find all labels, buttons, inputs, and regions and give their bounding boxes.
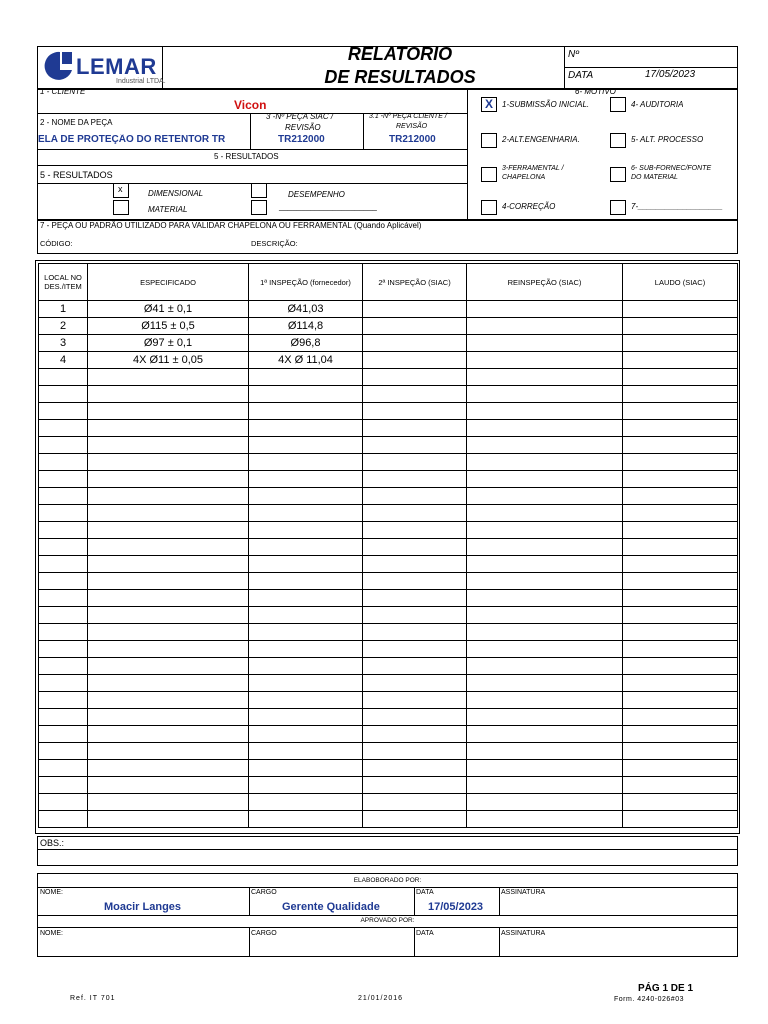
cell-reinspecao — [467, 488, 623, 505]
cell-local — [39, 369, 88, 386]
cell-especificado — [88, 726, 249, 743]
cell-especificado: Ø115 ± 0,5 — [88, 318, 249, 335]
cell-especificado — [88, 403, 249, 420]
cell-local — [39, 556, 88, 573]
cell-especificado — [88, 777, 249, 794]
cell-2a-inspecao — [363, 743, 467, 760]
lemar-logo-icon — [40, 50, 74, 80]
cell-reinspecao — [467, 794, 623, 811]
cell-local — [39, 539, 88, 556]
cell-local — [39, 522, 88, 539]
motivo-label-subfornec-1: 6- SUB-FORNEC/FONTE — [631, 165, 712, 172]
motivo-label-correcao: 4-CORREÇÃO — [502, 202, 556, 211]
cell-2a-inspecao — [363, 624, 467, 641]
cell-laudo — [623, 726, 738, 743]
cell-local — [39, 590, 88, 607]
header-especificado: ESPECIFICADO — [88, 264, 249, 301]
table-row-empty — [39, 692, 738, 709]
cell-local — [39, 488, 88, 505]
numero-label: Nº — [568, 49, 579, 60]
cell-local — [39, 420, 88, 437]
cell-laudo — [623, 743, 738, 760]
dimensional-label: DIMENSIONAL — [148, 189, 204, 198]
table-row-empty — [39, 794, 738, 811]
cell-1a-inspecao — [249, 590, 363, 607]
cell-especificado — [88, 794, 249, 811]
cell-local — [39, 658, 88, 675]
cell-2a-inspecao — [363, 386, 467, 403]
cell-laudo — [623, 675, 738, 692]
desempenho-checkbox[interactable] — [251, 183, 267, 198]
cell-laudo — [623, 811, 738, 828]
table-header-row — [39, 264, 738, 301]
motivo-label-auditoria: 4- AUDITORIA — [631, 100, 684, 109]
cell-1a-inspecao — [249, 505, 363, 522]
cell-especificado — [88, 675, 249, 692]
cell-2a-inspecao — [363, 760, 467, 777]
cell-reinspecao — [467, 471, 623, 488]
cell-1a-inspecao — [249, 692, 363, 709]
cell-1a-inspecao — [249, 386, 363, 403]
outro-resultado-line: ______________________ — [279, 202, 377, 211]
outro-resultado-checkbox[interactable] — [251, 200, 267, 215]
nome-peca-label: 2 - NOME DA PEÇA — [40, 118, 113, 127]
cell-especificado: 4X Ø11 ± 0,05 — [88, 352, 249, 369]
cell-1a-inspecao — [249, 522, 363, 539]
footer-form: Form. 4240-026#03 — [614, 996, 684, 1003]
table-row — [39, 318, 738, 335]
cell-laudo — [623, 454, 738, 471]
cliente-label: 1 - CLIENTE — [40, 87, 86, 96]
cell-1a-inspecao — [249, 539, 363, 556]
cell-reinspecao — [467, 420, 623, 437]
cell-1a-inspecao: Ø96,8 — [249, 335, 363, 352]
table-row-empty — [39, 522, 738, 539]
cell-laudo — [623, 318, 738, 335]
cell-laudo — [623, 522, 738, 539]
table-row-empty — [39, 607, 738, 624]
cell-laudo — [623, 590, 738, 607]
motivo-checkbox-correcao[interactable] — [481, 200, 497, 215]
table-row-empty — [39, 641, 738, 658]
cell-especificado — [88, 641, 249, 658]
cell-2a-inspecao — [363, 777, 467, 794]
cell-2a-inspecao — [363, 437, 467, 454]
cell-2a-inspecao — [363, 522, 467, 539]
title-line-1: RELATORIO — [347, 44, 453, 64]
cell-especificado — [88, 386, 249, 403]
cell-laudo — [623, 624, 738, 641]
cell-2a-inspecao — [363, 335, 467, 352]
cell-reinspecao — [467, 505, 623, 522]
cell-laudo — [623, 471, 738, 488]
cell-local — [39, 624, 88, 641]
cell-1a-inspecao — [249, 607, 363, 624]
cell-2a-inspecao — [363, 505, 467, 522]
cell-local — [39, 607, 88, 624]
title-line-2: DE RESULTADOS — [324, 67, 476, 87]
cell-reinspecao — [467, 811, 623, 828]
cell-local — [39, 386, 88, 403]
cell-laudo — [623, 641, 738, 658]
cell-laudo — [623, 301, 738, 318]
motivo-checkbox-processo[interactable] — [610, 133, 626, 148]
cell-local — [39, 641, 88, 658]
cell-local: 1 — [39, 301, 88, 318]
cell-1a-inspecao — [249, 811, 363, 828]
cell-reinspecao — [467, 658, 623, 675]
cell-especificado — [88, 556, 249, 573]
cell-reinspecao — [467, 522, 623, 539]
table-row-empty — [39, 369, 738, 386]
table-row-empty — [39, 590, 738, 607]
cell-local — [39, 760, 88, 777]
cell-especificado — [88, 709, 249, 726]
motivo-label-outro: 7-___________________ — [631, 202, 723, 211]
table-row-empty — [39, 777, 738, 794]
motivo-label-ferramental-2: CHAPELONA — [502, 174, 546, 181]
cell-1a-inspecao — [249, 488, 363, 505]
cell-2a-inspecao — [363, 454, 467, 471]
cell-1a-inspecao — [249, 709, 363, 726]
cell-1a-inspecao — [249, 454, 363, 471]
cell-especificado: Ø41 ± 0,1 — [88, 301, 249, 318]
cell-reinspecao — [467, 743, 623, 760]
cell-reinspecao — [467, 318, 623, 335]
cell-2a-inspecao — [363, 794, 467, 811]
cell-reinspecao — [467, 539, 623, 556]
table-row — [39, 335, 738, 352]
motivo-label-subfornec-2: DO MATERIAL — [631, 174, 678, 181]
cell-local: 4 — [39, 352, 88, 369]
table-row-empty — [39, 556, 738, 573]
cell-2a-inspecao — [363, 658, 467, 675]
cell-reinspecao — [467, 777, 623, 794]
cell-2a-inspecao — [363, 488, 467, 505]
cell-2a-inspecao — [363, 726, 467, 743]
table-row-empty — [39, 505, 738, 522]
siac-value: TR212000 — [278, 134, 325, 145]
cell-1a-inspecao — [249, 760, 363, 777]
cell-1a-inspecao — [249, 437, 363, 454]
cell-local — [39, 454, 88, 471]
cell-1a-inspecao — [249, 420, 363, 437]
table-row-empty — [39, 675, 738, 692]
logo-subtitle: Industrial LTDA. — [116, 78, 166, 85]
table-row-empty — [39, 386, 738, 403]
cell-reinspecao — [467, 607, 623, 624]
descricao-label: DESCRIÇÃO: — [251, 239, 298, 248]
cell-1a-inspecao — [249, 624, 363, 641]
aprovado-cargo-label: CARGO — [251, 930, 277, 937]
aprovado-title: APROVADO POR: — [360, 917, 415, 924]
cliente-value: Vicon — [234, 98, 267, 112]
resultados-label: 5 - RESULTADOS — [40, 170, 113, 180]
cell-1a-inspecao — [249, 573, 363, 590]
table-row-empty — [39, 454, 738, 471]
cell-especificado — [88, 590, 249, 607]
motivo-label-engenharia: 2-ALT.ENGENHARIA. — [502, 135, 580, 144]
cell-laudo — [623, 794, 738, 811]
motivo-checkbox-auditoria[interactable] — [610, 97, 626, 112]
cell-especificado — [88, 471, 249, 488]
cell-local — [39, 403, 88, 420]
cell-especificado — [88, 692, 249, 709]
cell-reinspecao — [467, 692, 623, 709]
cell-2a-inspecao — [363, 692, 467, 709]
cell-1a-inspecao: Ø41,03 — [249, 301, 363, 318]
elaborado-assinatura-label: ASSINATURA — [501, 889, 546, 896]
elaborado-cargo: Gerente Qualidade — [282, 901, 380, 913]
elaborado-nome: Moacir Langes — [104, 901, 182, 913]
header-local: LOCAL NO DES./ITEM — [39, 264, 88, 301]
obs-label: OBS.: — [40, 838, 65, 848]
cell-2a-inspecao — [363, 607, 467, 624]
cell-2a-inspecao — [363, 556, 467, 573]
cell-especificado — [88, 488, 249, 505]
cliente-peca-label-2: REVISÃO — [396, 123, 428, 130]
cell-laudo — [623, 352, 738, 369]
cell-local — [39, 777, 88, 794]
page-number: PÁG 1 DE 1 — [638, 983, 694, 994]
cell-1a-inspecao — [249, 777, 363, 794]
cell-2a-inspecao — [363, 301, 467, 318]
cell-reinspecao — [467, 454, 623, 471]
cell-2a-inspecao — [363, 403, 467, 420]
motivo-label-submissao: 1-SUBMISSÃO INICIAL. — [502, 100, 590, 109]
codigo-label: CÓDIGO: — [40, 239, 73, 248]
cell-local — [39, 726, 88, 743]
cell-1a-inspecao — [249, 556, 363, 573]
cell-reinspecao — [467, 352, 623, 369]
cell-reinspecao — [467, 709, 623, 726]
cell-especificado — [88, 505, 249, 522]
cell-reinspecao — [467, 726, 623, 743]
cell-laudo — [623, 505, 738, 522]
cell-reinspecao — [467, 675, 623, 692]
cell-laudo — [623, 692, 738, 709]
cell-local: 3 — [39, 335, 88, 352]
dimensional-mark: x — [118, 184, 123, 194]
cell-local — [39, 811, 88, 828]
motivo-label-processo: 5- ALT. PROCESSO — [631, 135, 704, 144]
header-laudo: LAUDO (SIAC) — [623, 264, 738, 301]
cell-local — [39, 794, 88, 811]
cell-2a-inspecao — [363, 369, 467, 386]
table-row-empty — [39, 573, 738, 590]
elaborado-nome-label: NOME: — [40, 889, 63, 896]
cell-2a-inspecao — [363, 709, 467, 726]
cell-local — [39, 437, 88, 454]
table-row-empty — [39, 420, 738, 437]
table-row-empty — [39, 624, 738, 641]
cell-reinspecao — [467, 437, 623, 454]
cell-reinspecao — [467, 760, 623, 777]
cell-laudo — [623, 777, 738, 794]
footer-date: 21/01/2016 — [358, 995, 404, 1002]
motivo-checkbox-engenharia[interactable] — [481, 133, 497, 148]
elaborado-data-label: DATA — [416, 889, 434, 896]
cell-1a-inspecao: 4X Ø 11,04 — [249, 352, 363, 369]
cell-laudo — [623, 386, 738, 403]
data-label: DATA — [568, 70, 594, 81]
cell-laudo — [623, 403, 738, 420]
cell-1a-inspecao — [249, 658, 363, 675]
cell-especificado — [88, 607, 249, 624]
motivo-mark-submissao: X — [485, 97, 494, 111]
data-value: 17/05/2023 — [645, 69, 696, 80]
cell-especificado — [88, 369, 249, 386]
cell-local — [39, 675, 88, 692]
cell-1a-inspecao — [249, 743, 363, 760]
cell-reinspecao — [467, 573, 623, 590]
resultados-section-title: 5 - RESULTADOS — [214, 152, 279, 161]
cell-laudo — [623, 420, 738, 437]
cell-1a-inspecao — [249, 471, 363, 488]
cell-especificado — [88, 811, 249, 828]
table-row-empty — [39, 539, 738, 556]
motivo-checkbox-ferramental[interactable] — [481, 167, 497, 182]
results-table — [38, 263, 738, 828]
table-row-empty — [39, 743, 738, 760]
cell-2a-inspecao — [363, 539, 467, 556]
cell-local — [39, 709, 88, 726]
cell-2a-inspecao — [363, 811, 467, 828]
cell-laudo — [623, 488, 738, 505]
aprovado-data-label: DATA — [416, 930, 434, 937]
cell-especificado — [88, 420, 249, 437]
table-row-empty — [39, 658, 738, 675]
cell-laudo — [623, 539, 738, 556]
cell-reinspecao — [467, 624, 623, 641]
cell-laudo — [623, 709, 738, 726]
cell-laudo — [623, 556, 738, 573]
cell-reinspecao — [467, 641, 623, 658]
cell-local — [39, 471, 88, 488]
obs-frame — [37, 836, 738, 866]
cell-especificado — [88, 624, 249, 641]
cell-2a-inspecao — [363, 352, 467, 369]
cliente-peca-label-1: 3.1 -Nº PEÇA CLIENTE / — [369, 113, 447, 120]
cell-especificado — [88, 760, 249, 777]
material-checkbox[interactable] — [113, 200, 129, 215]
elaborado-title: ELABOBORADO POR: — [353, 877, 422, 884]
cell-laudo — [623, 573, 738, 590]
padrao-label: 7 - PEÇA OU PADRÃO UTILIZADO PARA VALIDAR CHAPELONA OU FERRAMENTAL (Quando Aplicável) — [40, 221, 422, 230]
cell-2a-inspecao — [363, 573, 467, 590]
cell-laudo — [623, 335, 738, 352]
cliente-peca-value: TR212000 — [389, 134, 436, 145]
table-row-empty — [39, 760, 738, 777]
material-label: MATERIAL — [148, 205, 188, 214]
cell-reinspecao — [467, 556, 623, 573]
cell-2a-inspecao — [363, 641, 467, 658]
cell-2a-inspecao — [363, 590, 467, 607]
cell-especificado — [88, 522, 249, 539]
table-row-empty — [39, 726, 738, 743]
cell-2a-inspecao — [363, 675, 467, 692]
cell-laudo — [623, 658, 738, 675]
footer-ref: Ref. IT 701 — [70, 995, 116, 1002]
elaborado-data: 17/05/2023 — [428, 901, 484, 913]
table-row-empty — [39, 488, 738, 505]
cell-especificado — [88, 454, 249, 471]
table-row-empty — [39, 811, 738, 828]
table-row — [39, 301, 738, 318]
cell-2a-inspecao — [363, 318, 467, 335]
cell-2a-inspecao — [363, 420, 467, 437]
nome-peca-value: ELA DE PROTEÇÃO DO RETENTOR TR — [38, 134, 226, 145]
cell-especificado — [88, 658, 249, 675]
cell-local — [39, 573, 88, 590]
cell-especificado — [88, 573, 249, 590]
table-row-empty — [39, 437, 738, 454]
motivo-checkbox-outro[interactable] — [610, 200, 626, 215]
cell-especificado: Ø97 ± 0,1 — [88, 335, 249, 352]
table-row — [39, 352, 738, 369]
header-1a-inspecao: 1ª INSPEÇÃO (fornecedor) — [249, 264, 363, 301]
cell-2a-inspecao — [363, 471, 467, 488]
cell-local: 2 — [39, 318, 88, 335]
cell-laudo — [623, 369, 738, 386]
siac-label-2: REVISÃO — [285, 123, 321, 132]
table-row-empty — [39, 403, 738, 420]
motivo-label-ferramental-1: 3-FERRAMENTAL / — [502, 165, 564, 172]
cell-laudo — [623, 437, 738, 454]
aprovado-assinatura-label: ASSINATURA — [501, 930, 546, 937]
logo-text: LEMAR — [76, 54, 157, 79]
cell-reinspecao — [467, 386, 623, 403]
cell-reinspecao — [467, 301, 623, 318]
cell-especificado — [88, 743, 249, 760]
dimensional-checkbox[interactable] — [113, 183, 129, 198]
siac-label-1: 3 -Nº PEÇA SIAC / — [266, 112, 334, 121]
cell-1a-inspecao — [249, 726, 363, 743]
motivo-checkbox-submissao[interactable] — [481, 97, 497, 112]
cell-reinspecao — [467, 590, 623, 607]
motivo-label: 6- MOTIVO — [575, 87, 616, 96]
motivo-checkbox-subfornec[interactable] — [610, 167, 626, 182]
header-2a-inspecao: 2ª INSPEÇÃO (SIAC) — [363, 264, 467, 301]
cell-laudo — [623, 760, 738, 777]
cell-1a-inspecao — [249, 403, 363, 420]
cell-1a-inspecao — [249, 794, 363, 811]
aprovado-nome-label: NOME: — [40, 930, 63, 937]
cell-1a-inspecao — [249, 369, 363, 386]
elaborado-cargo-label: CARGO — [251, 889, 277, 896]
table-row-empty — [39, 709, 738, 726]
cell-1a-inspecao — [249, 641, 363, 658]
cell-local — [39, 692, 88, 709]
cell-1a-inspecao: Ø114,8 — [249, 318, 363, 335]
cell-local — [39, 743, 88, 760]
cell-especificado — [88, 539, 249, 556]
cell-especificado — [88, 437, 249, 454]
cell-reinspecao — [467, 403, 623, 420]
cell-local — [39, 505, 88, 522]
desempenho-label: DESEMPENHO — [288, 190, 345, 199]
cell-reinspecao — [467, 335, 623, 352]
table-row-empty — [39, 471, 738, 488]
cell-reinspecao — [467, 369, 623, 386]
cell-1a-inspecao — [249, 675, 363, 692]
cell-laudo — [623, 607, 738, 624]
header-reinspecao: REINSPEÇÃO (SIAC) — [467, 264, 623, 301]
